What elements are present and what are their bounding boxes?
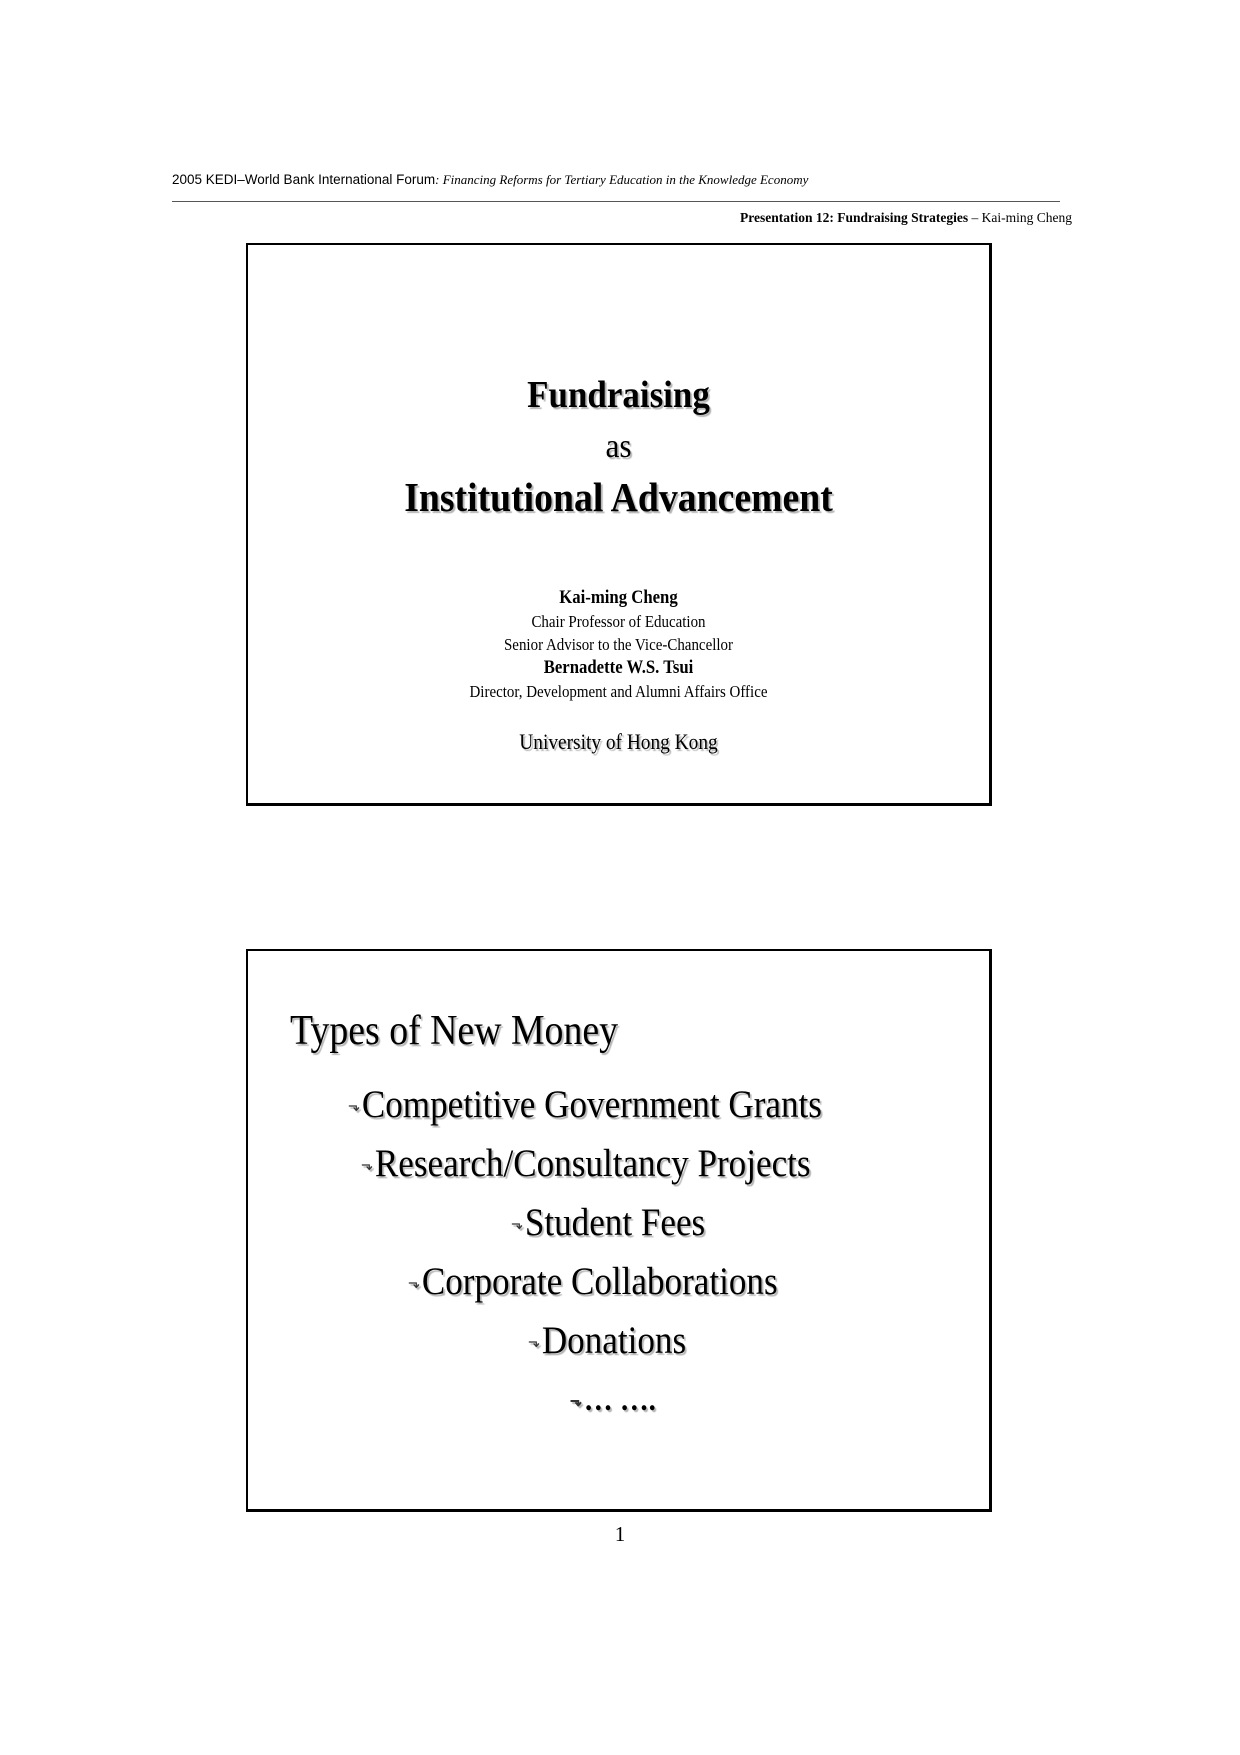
presentation-line (740, 210, 1072, 226)
arrow-bullet-icon: ⬎ (511, 1216, 524, 1234)
list-item: ⬎… …. (570, 1381, 656, 1417)
arrow-bullet-icon: ⬎ (408, 1275, 421, 1293)
author-1-name: Kai-ming Cheng (559, 587, 678, 608)
arrow-bullet-icon: ⬎ (361, 1157, 374, 1175)
list-item: ⬎Competitive Government Grants (348, 1083, 822, 1126)
types-of-money-slide (246, 949, 992, 1512)
list-item: ⬎Donations (528, 1319, 687, 1362)
slide-title-line-2: as (605, 428, 632, 465)
institution: University of Hong Kong (519, 729, 718, 754)
header-rule (172, 201, 1060, 202)
title-slide (246, 243, 992, 806)
author-2-role: Director, Development and Alumni Affairs Office (469, 682, 768, 701)
arrow-bullet-icon: ⬎ (348, 1098, 361, 1116)
author-1-role-1: Chair Professor of Education (531, 612, 706, 631)
slide-heading: Types of New Money (290, 1008, 619, 1054)
slide-title-line-1: Fundraising (527, 374, 710, 416)
forum-title: 2005 KEDI–World Bank International Forum (172, 172, 436, 187)
author-1-role-2: Senior Advisor to the Vice-Chancellor (503, 635, 733, 654)
forum-header (172, 172, 808, 188)
arrow-bullet-icon: ⬎ (528, 1334, 541, 1352)
slide-title-line-3: Institutional Advancement (404, 474, 833, 520)
list-item: ⬎Research/Consultancy Projects (361, 1142, 811, 1185)
list-item: ⬎Corporate Collaborations (408, 1260, 778, 1303)
presentation-title: Presentation 12: Fundraising Strategies (740, 210, 969, 225)
author-2-name: Bernadette W.S. Tsui (543, 657, 694, 678)
page-number: 1 (614, 1522, 626, 1546)
presenter-name: – Kai-ming Cheng (968, 210, 1072, 225)
list-item: ⬎Student Fees (511, 1201, 706, 1244)
forum-subtitle: : Financing Reforms for Tertiary Education in the Knowledge Economy (435, 172, 809, 187)
arrow-bullet-icon: ⬎ (570, 1392, 583, 1410)
